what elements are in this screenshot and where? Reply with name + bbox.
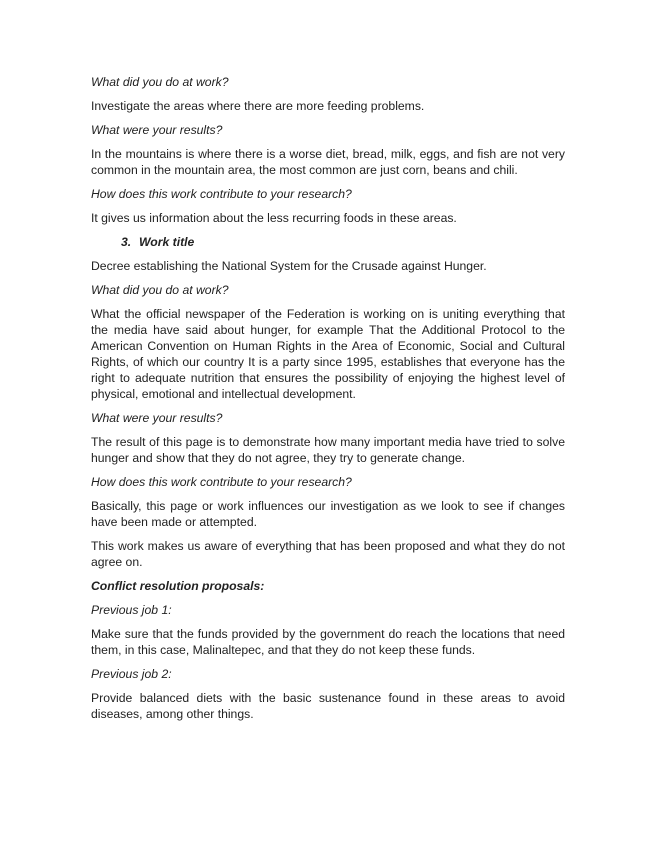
question-results: What were your results? (91, 411, 223, 425)
question-contribution: How does this work contribute to your research? (91, 475, 352, 489)
previous-job-1-text: Make sure that the funds provided by the government do reach the locations that need them, in this case, Malinaltepec, and that they do not keep these funds. (91, 627, 565, 657)
answer-paragraph: Investigate the areas where there are more feeding problems. (91, 99, 425, 113)
question-what-did-you-do: What did you do at work? (91, 283, 229, 297)
answer-paragraph: It gives us information about the less recurring foods in these areas. (91, 211, 457, 225)
answer-paragraph: What the official newspaper of the Federation is working on is uniting everything that the media have said about hunger, for example That the Additional Protocol to the American Convention on Human Rights in the Area of Economic, Social and Cultural Rights, of which our country It is a party since 1995, establishes that everyone has the right to adequate nutrition that ensures the possibility of enjoying the highest level of physical, emotional and intellectual development. (91, 307, 565, 401)
previous-job-1-label: Previous job 1: (91, 603, 172, 617)
section-heading (121, 234, 565, 250)
answer-paragraph: The result of this page is to demonstrate how many important media have tried to solve hunger and show that they do not agree, they try to generate change. (91, 435, 565, 465)
answer-paragraph: Basically, this page or work influences our investigation as we look to see if changes have been made or attempted. (91, 499, 565, 529)
document-page (91, 74, 565, 730)
question-contribution: How does this work contribute to your research? (91, 187, 352, 201)
previous-job-2-text: Provide balanced diets with the basic sustenance found in these areas to avoid diseases, among other things. (91, 691, 565, 721)
work-title-paragraph: Decree establishing the National System for the Crusade against Hunger. (91, 259, 487, 273)
answer-paragraph: In the mountains is where there is a worse diet, bread, milk, eggs, and fish are not very common in the mountain area, the most common are just corn, beans and chili. (91, 147, 565, 177)
previous-job-2-label: Previous job 2: (91, 667, 172, 681)
question-what-did-you-do: What did you do at work? (91, 75, 229, 89)
section-number: 3. (121, 235, 132, 249)
answer-paragraph: This work makes us aware of everything that has been proposed and what they do not agree on. (91, 539, 565, 569)
conflict-resolution-heading: Conflict resolution proposals: (91, 579, 265, 593)
section-title: Work title (139, 235, 195, 249)
question-results: What were your results? (91, 123, 223, 137)
